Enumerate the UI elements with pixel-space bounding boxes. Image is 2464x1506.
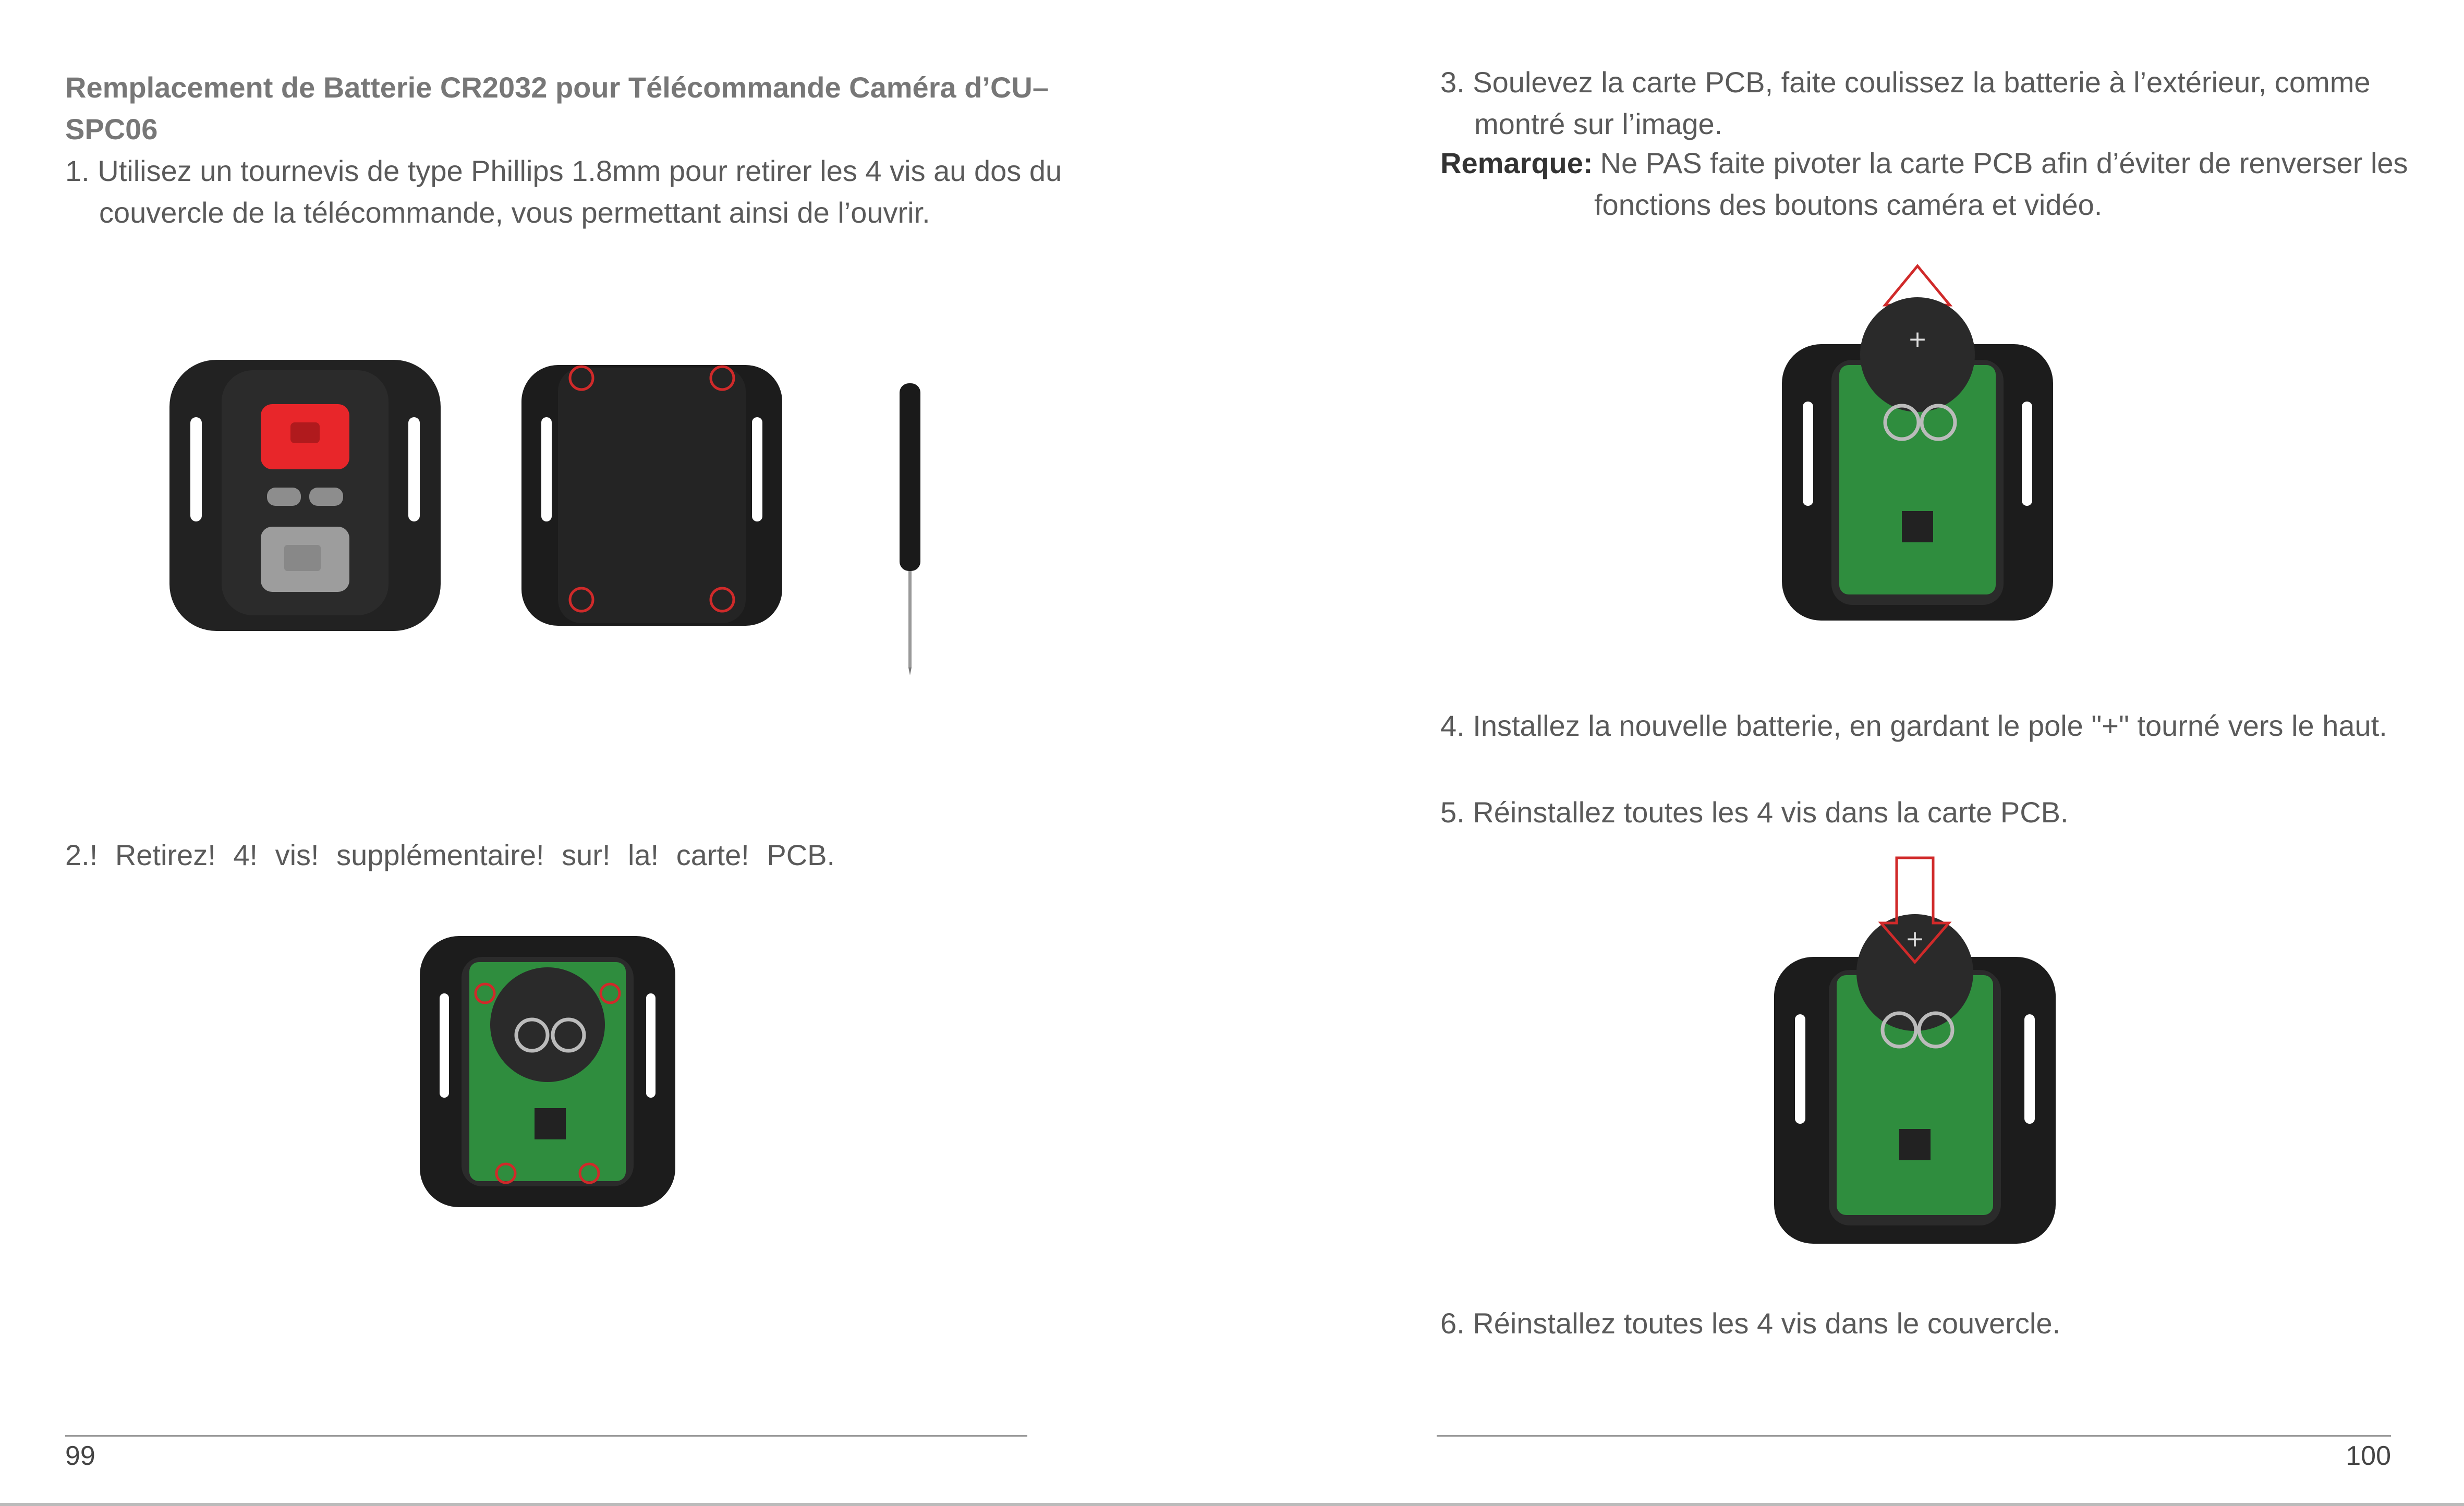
page-title: Remplacement de Batterie CR2032 pour Télécommande Caméra d’CU–SPC06 [65, 71, 1049, 145]
note-line-2: fonctions des boutons caméra et vidéo. [1594, 188, 2103, 221]
page-number-right: 100 [2346, 1441, 2391, 1471]
page-number-left: 99 [65, 1441, 95, 1471]
footer-rule-right [1437, 1435, 2391, 1437]
note [1440, 142, 2431, 226]
pcb-screws-image [420, 936, 675, 1207]
step-1-text: 1. Utilisez un tournevis de type Phillips 1.8mm pour retirer les 4 vis au dos du couvercle de la télécommande, vous permettant ainsi de l’ouvrir. [65, 154, 1062, 229]
right-page [1232, 0, 2464, 1506]
note-label: Remarque: [1440, 147, 1593, 179]
step-5-text: 5. Réinstallez toutes les 4 vis dans la carte PCB. [1440, 796, 2069, 829]
remote-front-image [169, 349, 441, 641]
step-2-text: 2.! Retirez! 4! vis! supplémentaire! sur! la! carte! PCB. [65, 839, 835, 871]
svg-text:+: + [1908, 326, 1927, 353]
note-line-1: Ne PAS faite pivoter la carte PCB afin d’éviter de renverser les [1600, 147, 2408, 179]
remote-back-image [521, 355, 782, 636]
footer-rule-left [65, 1435, 1027, 1437]
screwdriver-image [894, 383, 926, 675]
battery-install-image [1774, 858, 2056, 1244]
step-6-text: 6. Réinstallez toutes les 4 vis dans le couvercle. [1440, 1307, 2061, 1340]
battery-removal-image [1782, 266, 2053, 621]
step-4-text: 4. Installez la nouvelle batterie, en gardant le pole "+" tourné vers le haut. [1440, 709, 2387, 742]
bottom-edge [0, 1503, 2464, 1506]
svg-text:+: + [1905, 926, 1925, 952]
step-3-text: 3. Soulevez la carte PCB, faite coulissez la batterie à l’extérieur, comme montré sur l’image. [1440, 66, 2371, 140]
